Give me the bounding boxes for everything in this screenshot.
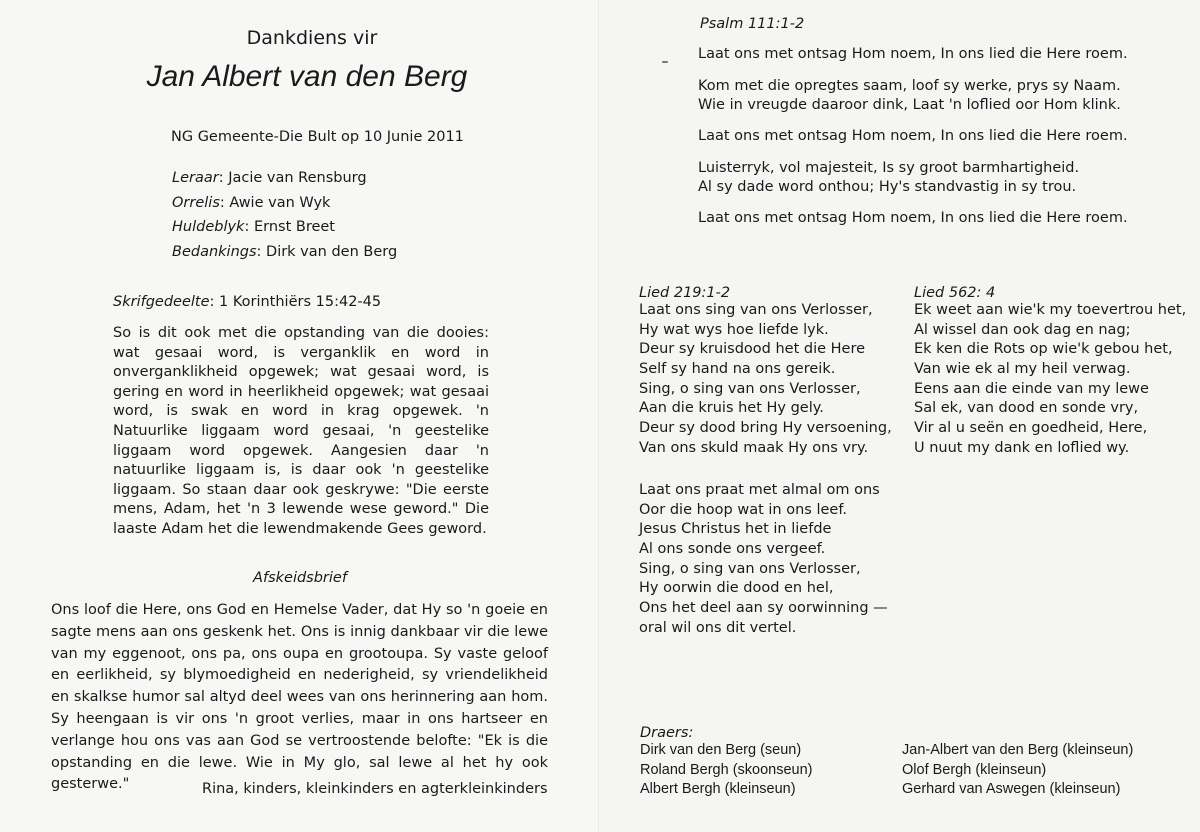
role-leraar: Leraar: Jacie van Rensburg (172, 170, 367, 186)
lied-562-title: Lied 562: 4 (914, 285, 996, 301)
bearers-list-right (902, 742, 1133, 801)
service-roles (172, 170, 397, 268)
role-huldeblyk: Huldeblyk: Ernst Breet (172, 219, 335, 235)
psalm-stanza: Laat ons met ontsag Hom noem, In ons lied die Here roem. (698, 128, 1128, 144)
bearer-name: Dirk van den Berg (seun) (640, 742, 802, 758)
bearer-name: Jan-Albert van den Berg (kleinseun) (902, 742, 1134, 758)
right-page (600, 0, 1200, 832)
role-bedankings: Bedankings: Dirk van den Berg (172, 243, 398, 260)
psalm-stanza: Kom met die opregtes saam, loof sy werke, prys sy Naam. Wie in vreugde daaroor dink, Laat 'n loflied oor Hom klink. (698, 77, 1121, 113)
service-heading: Dankdiens vir (246, 27, 378, 49)
punch-mark (662, 61, 668, 63)
psalm-stanza: Laat ons met ontsag Hom noem, In ons lied die Here roem. (698, 210, 1128, 226)
lied-562-stanza: Ek weet aan wie'k my toevertrou het, Al wissel dan ook dag en nag; Ek ken die Rots op wie'k gebou het, Van wie ek al my heil verwag. Eens aan die einde van my lewe Sal ek, van dood en sonde vry, Vir al u seën en goedheid, Here, U nuut my dank en loflied wy. (914, 302, 1187, 456)
scripture-text: So is dit ook met die opstanding van die dooies: wat gesaai word, is verganklik en word in onverganklikheid opgewek; wat gesaai word, is gering en word in heerlikheid opgewek; wat gesaai word, is swak en word in krag opgewek. 'n Natuurlike liggaam word gesaai, 'n geestelike liggaam word opgewek. Aangesien daar 'n natuurlike liggaam is, is daar ook 'n geestelike liggaam. So staan daar ook geskrywe: "Die eerste mens, Adam, het 'n 3 lewende wese geword." Die laaste Adam het die lewendmakende Gees geword. (113, 325, 489, 537)
scripture-reference: Skrifgedeelte: 1 Korinthiërs 15:42-45 (113, 294, 382, 310)
psalm-stanza: Laat ons met ontsag Hom noem, In ons lied die Here roem. (698, 46, 1128, 62)
psalm-title: Psalm 111:1-2 (700, 16, 805, 32)
deceased-name: Jan Albert van den Berg (146, 60, 468, 93)
role-orrelis: Orrelis: Awie van Wyk (172, 194, 331, 211)
bearer-name: Roland Bergh (skoonseun) (640, 761, 813, 778)
bearers-title: Draers: (640, 725, 694, 741)
psalm-verse (698, 45, 1128, 241)
bearer-name: Olof Bergh (kleinseun) (902, 761, 1047, 778)
service-venue-date: NG Gemeente-Die Bult op 10 Junie 2011 (171, 129, 464, 145)
lied-219-stanza-1: Laat ons sing van ons Verlosser, Hy wat wys hoe liefde lyk. Deur sy kruisdood het die Here Self sy hand na ons gereik. Sing, o sing van ons Verlosser, Aan die kruis het Hy gely. Deur sy dood bring Hy versoening, Van ons skuld maak Hy ons vry. (639, 302, 892, 456)
lied-219-title: Lied 219:1-2 (639, 285, 731, 301)
bearer-name: Gerhard van Aswegen (kleinseun) (902, 781, 1121, 797)
psalm-stanza: Luisterryk, vol majesteit, Is sy groot barmhartigheid. Al sy dade word onthou; Hy's standvastig in sy trou. (698, 159, 1080, 195)
lied-219-stanza-2: Laat ons praat met almal om ons Oor die hoop wat in ons leef. Jesus Christus het in liefde Al ons sonde ons vergeef. Sing, o sing van ons Verlosser, Hy oorwin die dood en hel, Ons het deel aan sy oorwinning — oral wil ons dit vertel. (639, 482, 888, 636)
bearers-list-left (640, 742, 813, 801)
farewell-signature: Rina, kinders, kleinkinders en agterkleinkinders (202, 781, 548, 797)
bearer-name: Albert Bergh (kleinseun) (640, 781, 796, 797)
farewell-title: Afskeidsbrief (253, 570, 347, 586)
farewell-letter: Ons loof die Here, ons God en Hemelse Vader, dat Hy so 'n goeie en sagte mens aan ons geskenk het. Ons is innig dankbaar vir die lewe van my eggenoot, ons pa, ons oupa en grootoupa. Sy vaste geloof en eerlikheid, sy blymoedigheid en nederigheid, sy vriendelikheid en skalkse humor sal altyd deel wees van ons herinnering aan hom. Sy heengaan is vir ons 'n groot verlies, maar in ons hartseer en verlange hou ons vas aan God se vertroostende belofte: "Ek is die opstanding en die lewe. Wie in My glo, sal lewe al het hy ook gesterwe." (51, 602, 548, 793)
